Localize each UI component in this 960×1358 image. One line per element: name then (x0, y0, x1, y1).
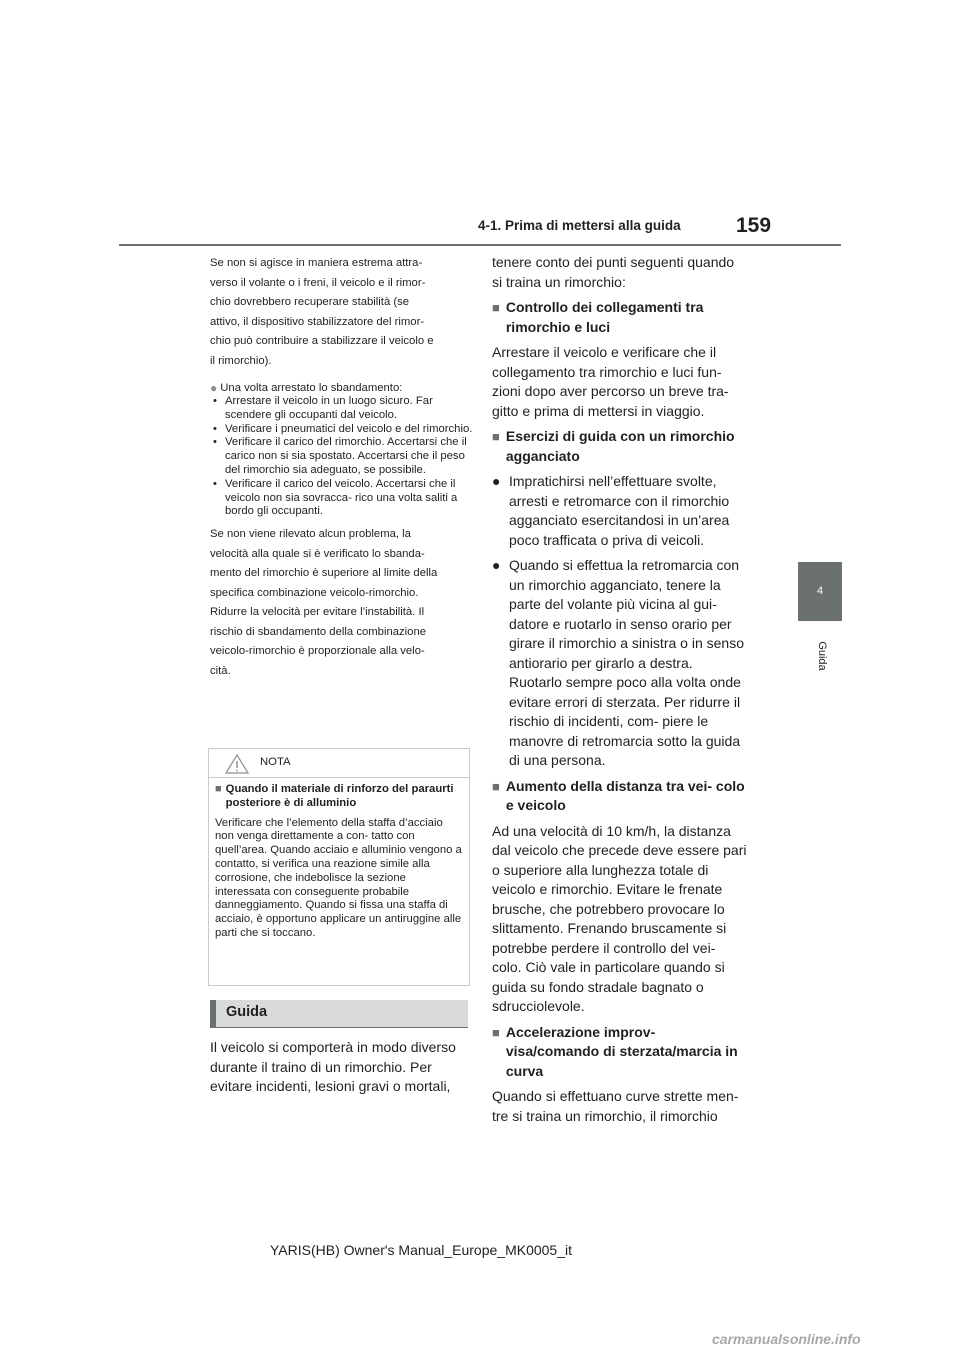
list-item-text: Impratichirsi nell’effettuare svolte, arresti e retromarce con il rimorchio agganciato esercitandosi in un’area poco trafficata o priva di veicoli. (509, 473, 730, 548)
list-item: • Verificare il carico del veicolo. Accertarsi che il veicolo non sia sovracca- rico una volta saliti a bordo gli occupanti. (213, 477, 458, 518)
para-line: Ridurre la velocità per evitare l’instabilità. Il (210, 606, 425, 619)
header-rule (119, 244, 841, 246)
nota-box (208, 748, 470, 986)
nota-body (209, 778, 469, 941)
square-bullet-icon: ■ (492, 429, 500, 444)
subheading-text: Accelerazione improv- visa/comando di sterzata/marcia in curva (505, 1023, 738, 1079)
stop-heading (210, 381, 474, 395)
para-line: specifica combinazione veicolo-rimorchio. (210, 586, 419, 599)
circle-bullet-icon: ● (210, 381, 218, 395)
para-line: mento del rimorchio è superiore al limite della (210, 567, 438, 580)
paragraph: tenere conto dei punti seguenti quando si traina un rimorchio: (492, 254, 735, 290)
square-bullet-icon: ■ (492, 778, 500, 794)
list-item: • Verificare i pneumatici del veicolo e del rimorchio. (213, 422, 473, 435)
warning-triangle-icon (225, 754, 249, 774)
footer-text: YARIS(HB) Owner's Manual_Europe_MK0005_it (270, 1242, 572, 1258)
paragraph: Ad una velocità di 10 km/h, la distanza dal veicolo che precede deve essere pari o superiore alla lunghezza totale di veicolo e rimorchio. Evitare le frenate brusche, che potrebbero provocare lo slittamento. Frenando bruscamente si potrebbe perdere il controllo del vei- colo. Ciò vale in particolare quando si guida su fondo stradale bagnato o sdrucciolevole. (492, 822, 747, 1014)
intro-line: Se non si agisce in maniera estrema attra- (210, 257, 423, 269)
nota-title (215, 783, 463, 811)
section-heading: Guida (226, 1004, 268, 1020)
square-bullet-icon: ■ (492, 300, 500, 315)
para-line: cità. (210, 664, 231, 677)
subheading-text: Controllo dei collegamenti tra rimorchio e luci (505, 299, 704, 335)
list-item: • Arrestare il veicolo in un luogo sicuro. Far scendere gli occupanti dal veicolo. (213, 395, 433, 421)
list-item (492, 472, 748, 550)
intro-line: chio dovrebbero recuperare stabilità (se (210, 296, 410, 308)
stop-heading-text: Una volta arrestato lo sbandamento: (220, 382, 403, 394)
dot-bullet-icon: ● (492, 473, 501, 489)
square-bullet-icon: ■ (215, 783, 222, 795)
intro-line: verso il volante o i freni, il veicolo e il rimor- (210, 276, 426, 289)
square-bullet-icon: ■ (492, 1024, 500, 1040)
section-heading-bar (210, 1000, 468, 1028)
guida-paragraph: Il veicolo si comporterà in modo diverso durante il traino di un rimorchio. Per evitare incidenti, lesioni gravi o mortali, (210, 1039, 456, 1094)
subheading (492, 298, 748, 337)
para-line: Se non viene rilevato alcun problema, la (210, 528, 411, 541)
subheading-text: Aumento della distanza tra vei- colo e veicolo (505, 777, 745, 813)
right-column (492, 253, 748, 1132)
intro-line: chio può contribuire a stabilizzare il veicolo e (210, 335, 434, 347)
paragraph (210, 525, 474, 681)
chapter-label: Guida (816, 641, 828, 671)
para-line: rischio di sbandamento della combinazione (210, 625, 427, 638)
watermark: carmanualsonline.info (712, 1331, 861, 1347)
dot-bullet-icon: • (213, 395, 217, 407)
nota-title-text: Quando il materiale di rinforzo del paraurti posteriore è di alluminio (225, 783, 454, 809)
paragraph: Quando si effettuano curve strette men- tre si traina un rimorchio, il rimorchio (492, 1088, 739, 1124)
nota-header (209, 749, 469, 778)
section-title: 4-1. Prima di mettersi alla guida (478, 218, 681, 233)
page-number: 159 (736, 214, 772, 237)
subheading (492, 427, 748, 466)
dot-bullet-icon: • (213, 422, 217, 435)
dot-bullet-icon: ● (492, 557, 501, 573)
intro-line: il rimorchio). (210, 354, 272, 367)
intro-line: attivo, il dispositivo stabilizzatore del rimor- (210, 315, 425, 328)
list-item: • Verificare il carico del rimorchio. Accertarsi che il carico non si sia spostato. Accertarsi che il peso del rimorchio sia adeguato, se possibile. (213, 436, 467, 476)
list-item-text: Quando si effettua la retromarcia con un rimorchio agganciato, tenere la parte del volante più vicina al gui- datore e ruotarlo in senso orario per girare il rimorchio a sinistra o in senso antiorario per girarlo a destra. Ruotarlo sempre poco alla volta onde evitare errori di sterzata. Per ridurre il rischio di incidenti, com- piere le manovre di retromarcia sotto la guida di una persona. (509, 557, 744, 768)
chapter-tab[interactable]: 4 (798, 562, 842, 621)
paragraph: Arrestare il veicolo e verificare che il collegamento tra rimorchio e luci fun- zioni dopo aver percorso un breve tra- gitto e prima di mettersi in viaggio. (492, 344, 729, 419)
list-item (492, 556, 748, 771)
subheading (492, 777, 748, 816)
para-line: veicolo-rimorchio è proporzionale alla velo- (210, 645, 425, 658)
stop-list (210, 395, 474, 519)
nota-label: NOTA (260, 756, 291, 768)
dot-bullet-icon: • (213, 436, 217, 449)
subheading (492, 1023, 748, 1082)
nota-text: Verificare che l’elemento della staffa d’acciaio non venga direttamente a con- tatto con quell’area. Quando acciaio e alluminio vengono a contatto, si verifica una reazione simile alla corrosione, che indebolisce la sezione interessata con conseguente probabile danneggiamento. Quando si fissa una staffa di acciaio, è opportuno applicare un antiruggine alle parti che si toccano. (215, 816, 462, 939)
para-line: velocità alla quale si è verificato lo sbanda- (210, 547, 425, 560)
left-column (210, 254, 474, 681)
subheading-text: Esercizi di guida con un rimorchio agganciato (505, 428, 735, 464)
dot-bullet-icon: • (213, 477, 217, 490)
